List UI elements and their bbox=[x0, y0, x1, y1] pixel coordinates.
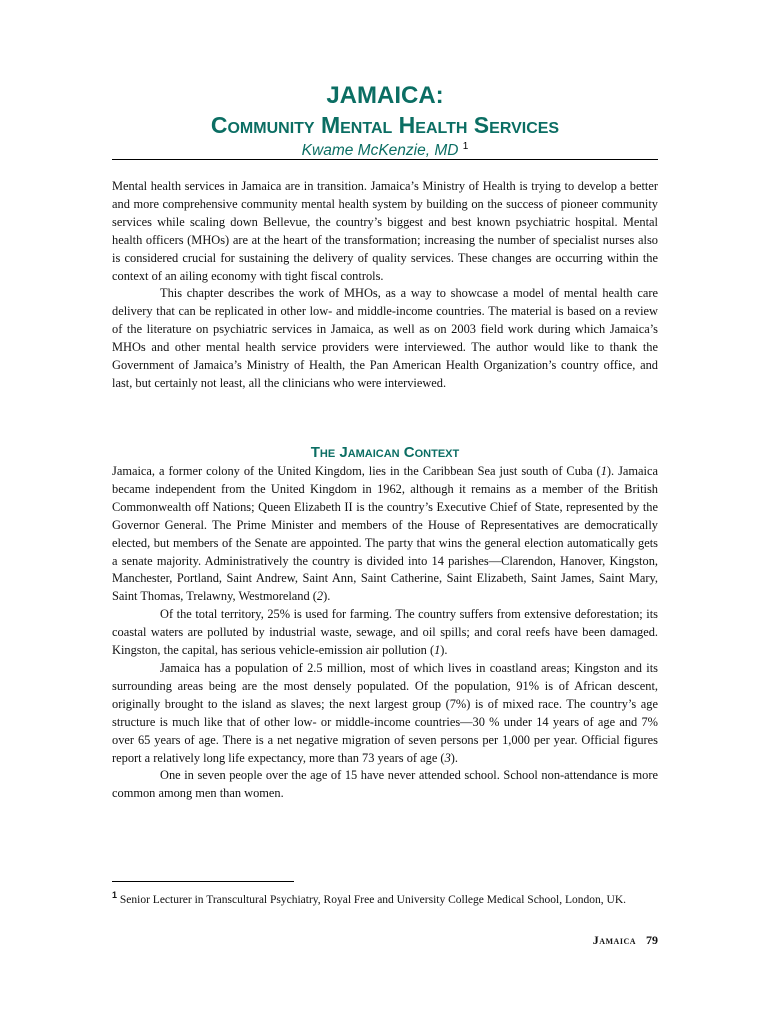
citation-ref: 1 bbox=[600, 464, 607, 478]
intro-section bbox=[112, 178, 658, 393]
intro-paragraph-2: This chapter describes the work of MHOs, as a way to showcase a model of mental health care delivery that can be replicated in other low- and middle-income countries. The material is based on a review of the literature on psychiatric services in Jamaica, as well as on 2003 field work during which Jamaica’s MHOs and other mental health service providers were interviewed. The author would like to thank the Government of Jamaica’s Ministry of Health, the Pan American Health Organization’s country office, and last, but certainly not least, all the clinicians who were interviewed. bbox=[112, 286, 658, 390]
context-paragraph-2 bbox=[112, 606, 658, 660]
chapter-title: JAMAICA: bbox=[326, 82, 444, 109]
context-p1-text-c: ). bbox=[323, 589, 331, 604]
chapter-subtitle: Community Mental Health Services bbox=[210, 112, 560, 138]
context-p2-text-a: Of the total territory, 25% is used for farming. The country suffers from extensive deforestation; its coastal waters are polluted by industrial waste, sewage, and oil spills; and coral reefs have been damaged. Kingston, the capital, has serious vehicle-emission air pollution ( bbox=[112, 607, 658, 658]
header-rule bbox=[112, 159, 658, 160]
author-name: Kwame McKenzie, MD bbox=[301, 142, 459, 160]
context-paragraph-1 bbox=[112, 463, 658, 606]
section-heading: The Jamaican Context bbox=[310, 444, 460, 461]
context-p3-text-b: ). bbox=[450, 750, 458, 765]
footnote-text: Senior Lecturer in Transcultural Psychiatry, Royal Free and University College Medical School, London, UK. bbox=[117, 893, 627, 906]
intro-paragraph-1: Mental health services in Jamaica are in transition. Jamaica’s Ministry of Health is trying to develop a better and more comprehensive community mental health system by building on the success of pioneer community services while scaling down Bellevue, the country’s biggest and best known psychiatric hospital. Mental health officers (MHOs) are at the heart of the transformation; increasing the number of specialist nurses also is considered crucial for sustaining the delivery of quality services. These changes are occurring within the context of an ailing economy with tight fiscal controls. bbox=[112, 179, 658, 283]
context-paragraph-4: One in seven people over the age of 15 have never attended school. School non-attendance is more common among men than women. bbox=[112, 768, 658, 801]
context-p1-text-a: Jamaica, a former colony of the United Kingdom, lies in the Caribbean Sea just south of Cuba ( bbox=[112, 464, 601, 478]
citation-ref: 2 bbox=[316, 589, 324, 604]
footnote-rule bbox=[112, 881, 294, 882]
footnote bbox=[112, 887, 672, 908]
running-footer-title: Jamaica bbox=[592, 933, 636, 947]
context-paragraph-3 bbox=[112, 660, 658, 767]
citation-ref: 1 bbox=[434, 643, 441, 658]
running-footer bbox=[593, 932, 658, 948]
footnote-mark: 1 bbox=[112, 890, 118, 900]
author-footnote-mark: 1 bbox=[462, 141, 469, 152]
author-line bbox=[112, 137, 658, 161]
page-number: 79 bbox=[646, 933, 658, 947]
context-p3-text-a: Jamaica has a population of 2.5 million, most of which lives in coastland areas; Kingston and its surrounding areas being are the most densely populated. Of the population, 91% is of African descent, originally brought to the island as slaves; the next largest group (7%) is of mixed race. The country’s age structure is much like that of other low- or middle-income countries—30 % under 14 years of age and 7% over 65 years of age. There is a net negative migration of seven persons per 1,000 per year. Official figures report a relatively long life expectancy, more than 73 years of age ( bbox=[112, 660, 658, 765]
context-p1-text-b: ). Jamaica became independent from the United Kingdom in 1962, although it remains as a member of the British Commonwealth off Nations; Queen Elizabeth II is the country’s Executive Chief of State, represented by the Governor General. The Prime Minister and members of the House of Representatives are democratically elected, but members of the Senate are appointed. The party that wins the general election automatically gets a senate majority. Administratively the country is divided into 14 parishes—Clarendon, Hanover, Kingston, Manchester, Portland, Saint Andrew, Saint Ann, Saint Catherine, Saint Elizabeth, Saint James, Saint Mary, Saint Thomas, Trelawny, Westmoreland ( bbox=[112, 464, 658, 604]
context-section bbox=[112, 463, 658, 803]
citation-ref: 3 bbox=[444, 750, 451, 765]
context-p2-text-b: ). bbox=[440, 643, 448, 658]
